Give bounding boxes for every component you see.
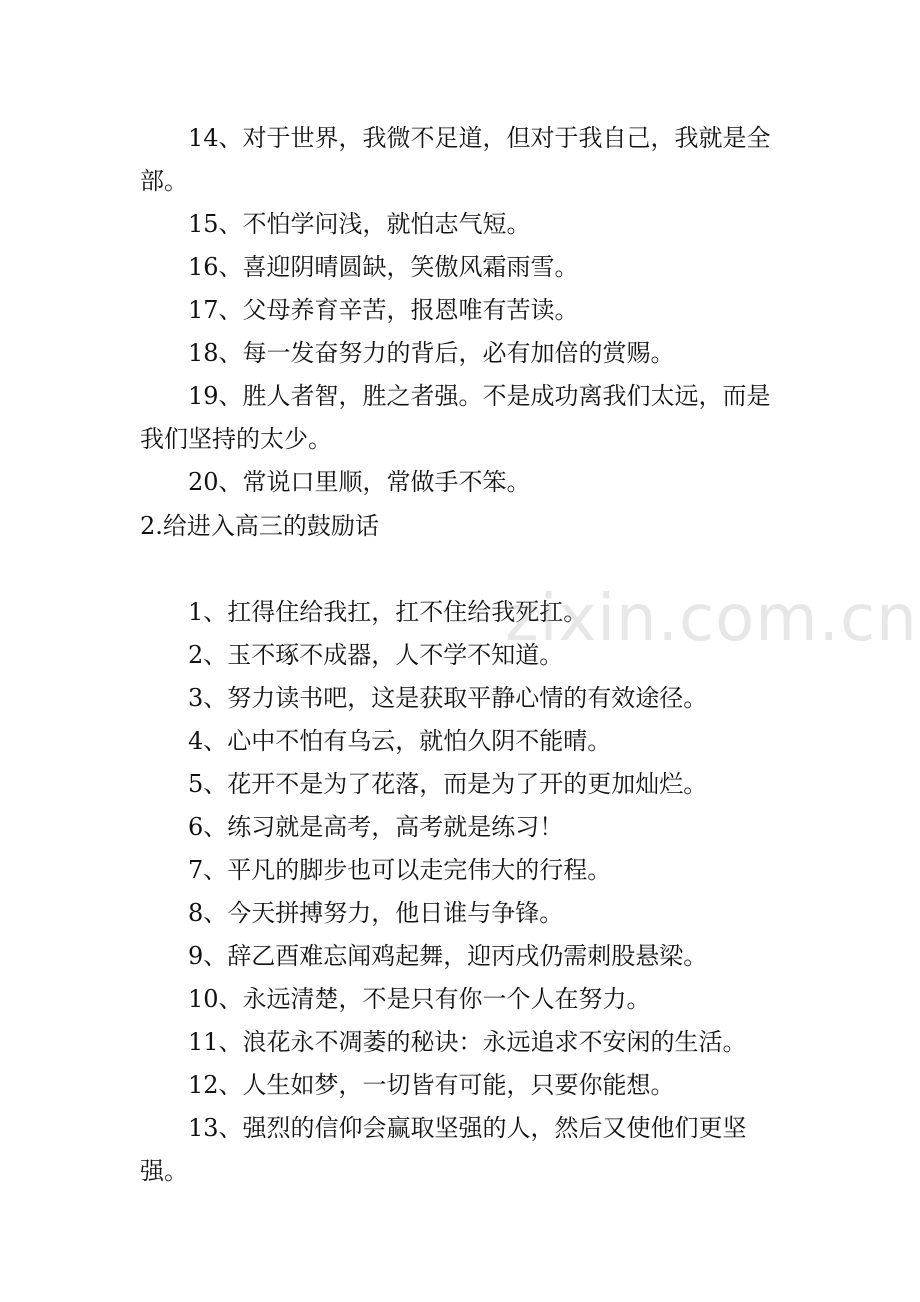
section-heading: 2.给进入高三的鼓励话 (140, 512, 379, 540)
list-item: 7、平凡的脚步也可以走完伟大的行程。 (188, 856, 612, 884)
list-item: 2、玉不琢不成器，人不学不知道。 (188, 641, 564, 669)
list-item: 9、辞乙酉难忘闻鸡起舞，迎丙戌仍需刺股悬梁。 (188, 942, 708, 970)
list-item: 17、父母养育辛苦，报恩唯有苦读。 (188, 296, 579, 324)
list-item: 4、心中不怕有乌云，就怕久阴不能晴。 (188, 727, 612, 755)
watermark: zixin.com.cn (505, 582, 918, 656)
list-item: 6、练习就是高考，高考就是练习！ (188, 813, 564, 841)
list-item: 19、胜人者智，胜之者强。不是成功离我们太远，而是我们坚持的太少。 (140, 382, 771, 453)
list-item: 12、人生如梦，一切皆有可能，只要你能想。 (188, 1071, 675, 1099)
list-item: 18、每一发奋努力的背后，必有加倍的赏赐。 (188, 339, 675, 367)
list-item: 20、常说口里顺，常做手不笨。 (188, 468, 531, 496)
list-item: 13、强烈的信仰会赢取坚强的人，然后又使他们更坚强。 (140, 1114, 747, 1185)
list-item: 1、扛得住给我扛，扛不住给我死扛。 (188, 598, 588, 626)
list-item: 8、今天拼搏努力，他日谁与争锋。 (188, 899, 564, 927)
list-item: 16、喜迎阴晴圆缺，笑傲风霜雨雪。 (188, 253, 579, 281)
list-item: 5、花开不是为了花落，而是为了开的更加灿烂。 (188, 770, 708, 798)
list-item: 11、浪花永不凋萎的秘诀：永远追求不安闲的生活。 (188, 1028, 747, 1056)
list-item: 3、努力读书吧，这是获取平静心情的有效途径。 (188, 684, 708, 712)
list-item: 15、不怕学问浅，就怕志气短。 (188, 210, 531, 238)
list-item: 14、对于世界，我微不足道，但对于我自己，我就是全部。 (140, 124, 771, 195)
list-item: 10、永远清楚，不是只有你一个人在努力。 (188, 985, 651, 1013)
